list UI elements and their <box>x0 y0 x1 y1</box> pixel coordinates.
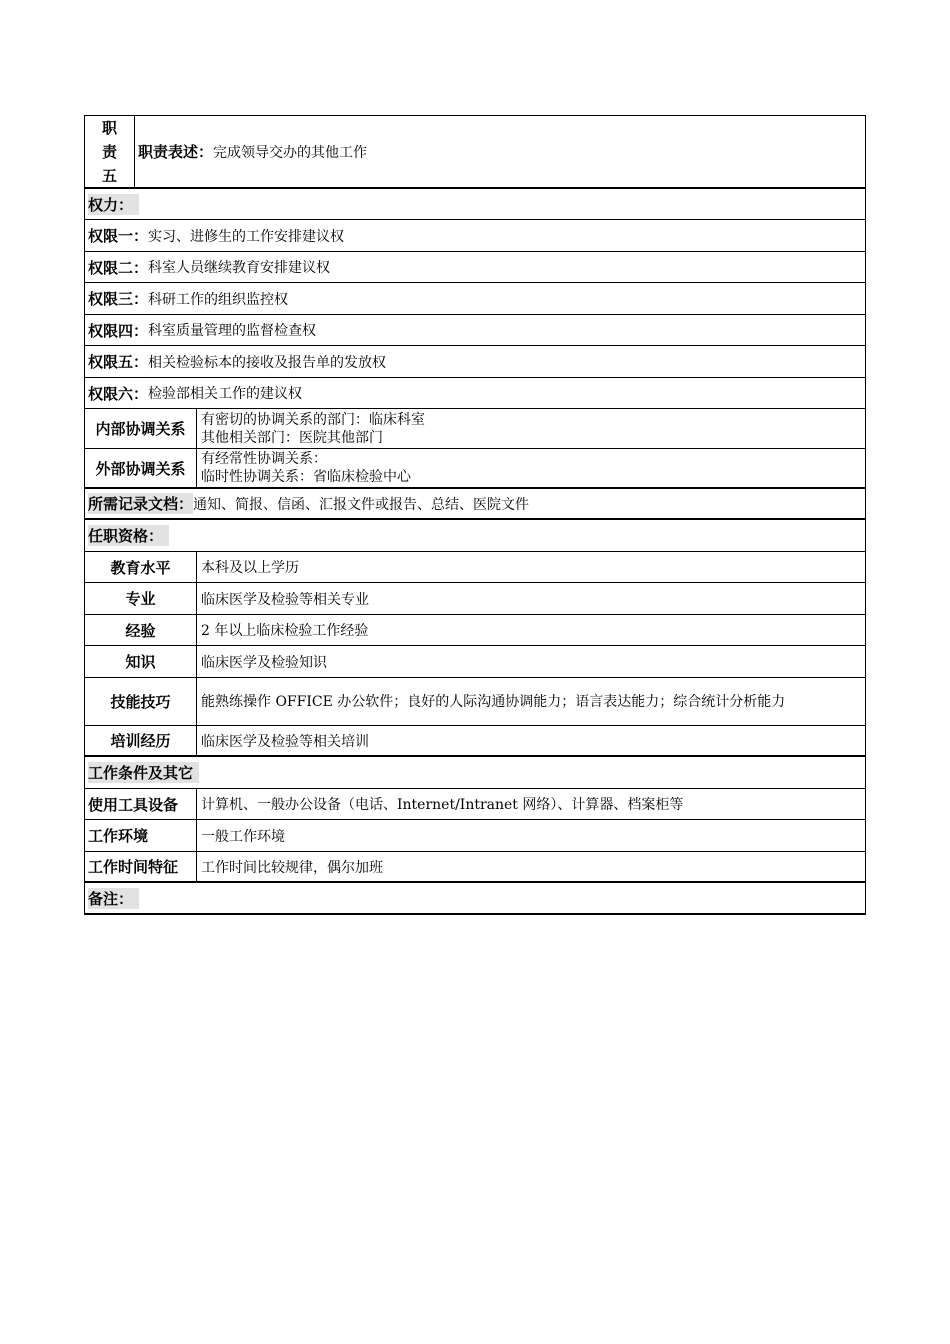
authority-text: 科室质量管理的监督检查权 <box>148 323 317 339</box>
condition-row <box>84 820 866 852</box>
coordination-line: 有经常性协调关系： <box>201 451 327 467</box>
duty-five-side-label <box>85 116 135 187</box>
coordination-line: 其他相关部门：医院其他部门 <box>201 429 383 446</box>
authority-row <box>84 283 866 315</box>
qualification-text: 本科及以上学历 <box>201 560 299 576</box>
authority-label: 权限四： <box>88 321 149 340</box>
coordination-line: 临时性协调关系：省临床检验中心 <box>201 469 411 485</box>
qualification-row <box>84 552 866 583</box>
condition-text: 计算机、一般办公设备（电话、Internet/Intranet 网络）、计算器、档案柜等 <box>201 797 684 813</box>
authority-row <box>84 346 866 378</box>
qualification-row <box>84 646 866 678</box>
authority-title: 权力： <box>85 189 139 219</box>
qualification-label: 专业 <box>125 590 156 608</box>
job-description-table <box>84 115 866 915</box>
qualification-row <box>84 583 866 615</box>
qualification-label: 经验 <box>125 621 156 640</box>
qualification-text: 2 年以上临床检验工作经验 <box>201 623 369 639</box>
authority-label: 权限六： <box>88 384 149 403</box>
notes-title: 备注： <box>85 883 139 913</box>
qualification-row <box>84 726 866 757</box>
qualification-row <box>84 615 866 646</box>
qualification-label: 培训经历 <box>110 732 171 750</box>
qualification-text: 临床医学及检验知识 <box>201 654 327 671</box>
authority-row <box>84 252 866 283</box>
duty-five-row <box>84 115 866 189</box>
authority-label: 权限三： <box>88 290 149 308</box>
authority-label: 权限二： <box>88 258 149 277</box>
qualification-row <box>84 678 866 726</box>
authority-text: 科研工作的组织监控权 <box>148 291 289 308</box>
records-row <box>84 489 866 520</box>
condition-label: 工作时间特征 <box>88 858 179 876</box>
duty-five-description <box>135 116 367 187</box>
qualification-label: 教育水平 <box>110 558 171 577</box>
duty-desc-text: 完成领导交办的其他工作 <box>213 144 368 161</box>
authority-text: 实习、进修生的工作安排建议权 <box>148 228 345 245</box>
conditions-header-row <box>84 757 866 789</box>
condition-row <box>84 789 866 820</box>
qualifications-header-row <box>84 520 866 552</box>
duty-side-char: 五 <box>101 166 117 185</box>
conditions-title: 工作条件及其它 <box>85 757 199 788</box>
authority-text: 相关检验标本的接收及报告单的发放权 <box>148 354 387 371</box>
condition-row <box>84 852 866 883</box>
duty-side-char: 责 <box>101 142 117 161</box>
external-coordination-row <box>84 449 866 489</box>
coordination-label: 内部协调关系 <box>95 420 186 438</box>
authority-label: 权限五： <box>88 353 149 371</box>
coordination-label: 外部协调关系 <box>95 459 186 478</box>
coordination-line: 有密切的协调关系的部门：临床科室 <box>201 411 425 428</box>
duty-side-char: 职 <box>101 118 117 137</box>
condition-text: 工作时间比较规律，偶尔加班 <box>201 859 383 876</box>
authority-row <box>84 315 866 346</box>
authority-row <box>84 220 866 252</box>
qualification-text: 临床医学及检验等相关培训 <box>201 733 369 750</box>
condition-label: 工作环境 <box>88 827 149 845</box>
qualification-label: 技能技巧 <box>110 693 171 711</box>
notes-row <box>84 883 866 915</box>
condition-label: 使用工具设备 <box>88 795 179 814</box>
authority-row <box>84 378 866 409</box>
records-text: 通知、简报、信函、汇报文件或报告、总结、医院文件 <box>193 496 530 513</box>
authority-text: 检验部相关工作的建议权 <box>148 386 303 402</box>
authority-header-row <box>84 189 866 220</box>
qualification-label: 知识 <box>125 653 156 671</box>
authority-label: 权限一： <box>88 227 149 245</box>
duty-desc-label: 职责表述： <box>138 143 214 161</box>
condition-text: 一般工作环境 <box>201 828 285 845</box>
records-label: 所需记录文档： <box>88 495 194 513</box>
internal-coordination-row <box>84 409 866 449</box>
qualifications-title: 任职资格： <box>85 520 169 551</box>
qualification-text: 临床医学及检验等相关专业 <box>201 591 369 608</box>
authority-text: 科室人员继续教育安排建议权 <box>148 260 331 276</box>
qualification-text: 能熟练操作 OFFICE 办公软件；良好的人际沟通协调能力；语言表达能力；综合统计分析能力 <box>201 693 786 710</box>
